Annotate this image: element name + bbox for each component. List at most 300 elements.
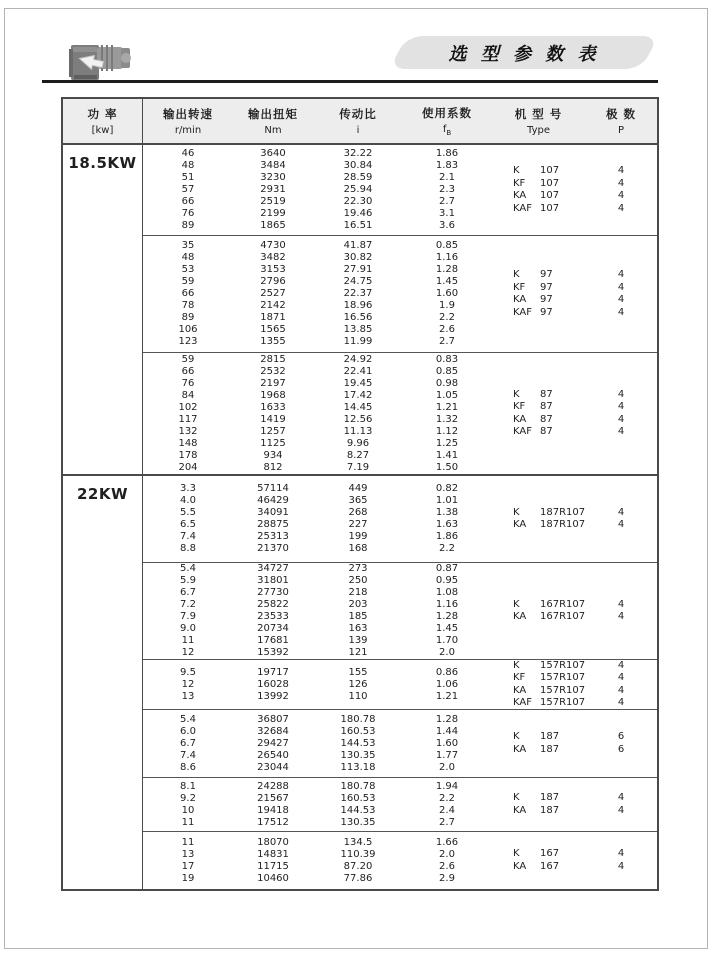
type-prefix: KA [513,611,527,622]
factor-value: 3.1 [439,208,455,219]
type-prefix: K [513,165,520,176]
ratio-block [143,476,657,562]
type-prefix: K [513,388,520,400]
col-header-power-zh: 功 率 [87,107,118,121]
ratio-value: 134.5 [343,836,373,848]
type-poles-column [491,145,656,235]
type-poles-column [491,476,656,562]
col-header-factor [403,99,491,143]
model-type-value [491,294,586,307]
torque-value: 1565 [260,324,286,335]
ratio-value: 9.96 [346,437,370,449]
factor-value: 1.66 [435,836,459,848]
ratio-block [143,145,657,235]
factor-value: 2.1 [439,172,455,183]
ratio-value: 14.45 [343,401,373,413]
ratio-value: 273 [348,563,368,574]
torque-value: 1125 [260,437,286,449]
speed-value: 132 [178,425,198,437]
factor-value: 1.86 [435,531,459,542]
speed-value: 5.4 [180,563,196,574]
speed-value: 66 [181,196,195,207]
torque-value: 1968 [260,389,286,401]
factor-value: 1.86 [435,148,459,159]
ratio-column [313,476,403,562]
col-header-speed-zh: 输出转速 [163,107,213,121]
ratio-value: 130.35 [340,749,376,761]
ratio-value: 139 [348,635,368,646]
ratio-block [143,235,657,352]
torque-value: 2532 [260,365,286,377]
col-header-torque-zh: 输出扭矩 [248,107,298,121]
speed-value: 148 [178,437,198,449]
ratio-column [313,563,403,659]
factor-value: 1.9 [439,300,455,311]
torque-value: 3482 [260,252,286,263]
factor-value: 1.01 [435,495,459,506]
type-poles-column [491,563,656,659]
speed-value: 13 [181,848,195,860]
factor-value: 1.12 [435,425,459,437]
torque-value: 34727 [257,563,289,574]
ratio-value: 41.87 [343,240,373,251]
poles-value: 4 [617,281,625,293]
speed-value: 6.5 [180,519,196,530]
speed-value: 8.1 [180,780,196,792]
col-header-torque [233,99,313,143]
factor-column [403,353,491,474]
factor-column [403,832,491,889]
ratio-value: 7.19 [346,461,370,473]
factor-value: 0.83 [435,353,459,365]
model-type-value [491,519,586,532]
col-header-speed [143,99,233,143]
torque-column [233,832,313,889]
torque-column [233,353,313,474]
ratio-value: 180.78 [340,713,376,725]
ratio-column [313,660,403,709]
factor-value: 1.28 [435,264,459,275]
speed-value: 6.7 [180,737,196,749]
col-header-factor-unit [443,124,451,137]
ratio-value: 32.22 [343,148,373,159]
torque-column [233,236,313,352]
poles-value: 4 [617,388,625,400]
factor-value: 2.2 [439,543,455,554]
ratio-value: 199 [348,531,368,542]
factor-column [403,563,491,659]
factor-value: 1.06 [435,678,459,690]
ratio-value: 22.37 [343,288,373,299]
type-prefix: K [513,598,520,610]
speed-value: 4.0 [180,495,196,506]
type-number: 187R107 [540,519,586,530]
type-row [491,269,656,282]
factor-column [403,710,491,777]
col-header-poles [586,99,656,143]
speed-value: 35 [181,240,195,251]
type-prefix: KA [513,294,527,305]
type-prefix: K [513,659,520,671]
type-number: 167 [540,848,560,859]
factor-value: 1.25 [435,437,459,449]
torque-value: 11715 [257,860,289,872]
ratio-column [313,710,403,777]
speed-value: 11 [181,836,195,848]
torque-value: 19717 [257,666,289,678]
torque-value: 1355 [260,336,286,347]
model-type-value [491,805,586,818]
torque-value: 21370 [257,543,289,554]
poles-value: 4 [617,294,625,305]
ratio-value: 11.13 [343,425,373,437]
col-header-ratio-unit: i [356,125,360,136]
poles-value: 4 [617,611,625,622]
ratio-column [313,145,403,235]
ratio-value: 110 [348,690,368,702]
model-type-value [491,414,586,427]
table-body [63,145,657,889]
power-cell [63,476,143,889]
torque-value: 57114 [257,483,289,494]
col-header-factor-zh: 使用系数 [422,106,472,120]
ratio-block [143,659,657,709]
type-prefix: KF [513,177,526,189]
factor-value: 2.0 [439,761,455,773]
model-type-value [491,697,586,709]
type-prefix: KA [513,860,527,872]
speed-value: 46 [181,148,195,159]
factor-value: 2.0 [439,647,455,658]
factor-value: 2.9 [439,872,455,884]
type-row [491,861,656,874]
power-value: 18.5KW [68,154,137,172]
type-row [491,426,656,439]
torque-value: 14831 [257,848,289,860]
ratio-value: 126 [348,678,368,690]
ratio-value: 268 [348,507,368,518]
torque-value: 17681 [257,635,289,646]
ratio-value: 25.94 [343,184,373,195]
speed-column [143,832,233,889]
ratio-column [313,353,403,474]
factor-value: 0.87 [435,563,459,574]
speed-value: 89 [181,312,195,323]
speed-value: 9.5 [180,666,196,678]
torque-value: 4730 [260,240,286,251]
factor-value: 1.60 [435,737,459,749]
col-header-poles-unit: P [617,125,625,136]
torque-value: 2519 [260,196,286,207]
ratio-value: 227 [348,519,368,530]
torque-value: 1865 [260,220,286,231]
type-number: 157R107 [540,684,586,696]
gearmotor-logo [63,35,139,85]
model-type-value [491,401,586,414]
poles-value: 4 [617,672,625,683]
type-number: 107 [540,177,560,189]
type-row [491,401,656,414]
ratio-value: 17.42 [343,389,373,401]
selection-parameter-table [61,97,659,891]
power-cell [63,145,143,474]
type-prefix: KAF [513,306,532,318]
type-prefix: KA [513,519,527,530]
torque-value: 1257 [260,425,286,437]
speed-value: 89 [181,220,195,231]
factor-value: 2.2 [439,792,455,804]
poles-value: 4 [617,684,625,696]
poles-value: 4 [617,860,625,872]
poles-value: 4 [617,269,625,280]
type-prefix: KA [513,190,527,201]
speed-value: 9.2 [180,792,196,804]
speed-value: 57 [181,184,195,195]
power-value: 22KW [76,485,129,503]
ratio-value: 19.45 [343,377,373,389]
type-prefix: KAF [513,697,532,708]
torque-value: 2199 [260,208,286,219]
speed-value: 48 [181,252,195,263]
ratio-column [313,832,403,889]
ratio-value: 113.18 [340,761,376,773]
factor-value: 1.38 [435,507,459,518]
torque-value: 1419 [260,413,286,425]
model-type-value [491,731,586,744]
type-row [491,203,656,216]
torque-value: 26540 [257,749,289,761]
col-header-type-unit: Type [527,125,550,136]
poles-value: 4 [617,177,625,189]
speed-value: 8.8 [180,543,196,554]
speed-value: 5.9 [180,575,196,586]
torque-column [233,710,313,777]
poles-value: 4 [617,165,625,176]
speed-value: 78 [181,300,195,311]
model-type-value [491,165,586,178]
factor-value: 1.05 [435,389,459,401]
factor-value: 0.86 [435,666,459,678]
torque-column [233,778,313,831]
factor-value: 0.85 [435,365,459,377]
factor-value: 2.3 [439,184,455,195]
model-type-value [491,178,586,191]
poles-value: 4 [617,190,625,201]
type-number: 87 [540,401,553,412]
ratio-value: 155 [348,666,368,678]
type-poles-column [491,660,656,709]
speed-value: 76 [181,208,195,219]
ratio-value: 16.56 [343,312,373,323]
poles-value: 4 [617,519,625,530]
poles-value: 4 [617,306,625,318]
speed-value: 7.2 [180,599,196,610]
type-number: 87 [540,426,553,437]
torque-value: 46429 [257,495,289,506]
model-type-value [491,190,586,203]
speed-value: 5.4 [180,713,196,725]
type-number: 157R107 [540,659,586,671]
type-row [491,282,656,295]
factor-column [403,145,491,235]
model-type-value [491,426,586,439]
poles-value: 4 [617,426,625,437]
col-header-ratio-zh: 传动比 [339,107,377,121]
torque-value: 2142 [260,300,286,311]
ratio-value: 24.92 [343,353,373,365]
model-type-value [491,611,586,624]
type-number: 187 [540,792,560,803]
ratio-value: 12.56 [343,413,373,425]
speed-column [143,710,233,777]
speed-value: 12 [181,678,195,690]
type-row [491,672,656,685]
torque-column [233,660,313,709]
speed-value: 66 [181,288,195,299]
torque-value: 15392 [257,647,289,658]
factor-value: 1.32 [435,413,459,425]
speed-value: 13 [181,690,195,702]
header-rule [42,80,658,83]
factor-value: 0.95 [435,575,459,586]
torque-value: 18070 [257,836,289,848]
ratio-value: 13.85 [343,324,373,335]
ratio-block [143,709,657,777]
factor-value: 1.83 [435,160,459,171]
model-type-value [491,685,586,698]
speed-column [143,476,233,562]
factor-value: 2.2 [439,312,455,323]
factor-subscript: B [446,129,452,137]
ratio-value: 121 [348,647,368,658]
speed-value: 6.7 [180,587,196,598]
torque-value: 34091 [257,507,289,518]
torque-value: 2796 [260,276,286,287]
model-type-value [491,861,586,874]
type-number: 97 [540,269,553,280]
factor-value: 1.94 [435,780,459,792]
model-type-value [491,792,586,805]
torque-column [233,563,313,659]
type-row [491,414,656,427]
power-section [63,145,657,474]
speed-value: 7.4 [180,531,196,542]
type-number: 187 [540,743,560,755]
type-prefix: KA [513,804,527,816]
factor-value: 1.45 [435,623,459,634]
torque-value: 16028 [257,678,289,690]
torque-value: 24288 [257,780,289,792]
factor-value: 1.45 [435,276,459,287]
type-number: 187 [540,731,560,742]
type-row [491,611,656,624]
type-prefix: KA [513,743,527,755]
factor-value: 2.7 [439,336,455,347]
poles-value: 4 [617,792,625,803]
speed-value: 10 [181,804,195,816]
type-number: 97 [540,306,553,318]
ratio-block [143,352,657,474]
factor-value: 1.28 [435,611,459,622]
torque-value: 2815 [260,353,286,365]
poles-value: 4 [617,697,625,708]
type-prefix: K [513,848,520,859]
type-row [491,697,656,709]
type-row [491,685,656,698]
ratio-value: 218 [348,587,368,598]
col-header-torque-unit: Nm [264,125,282,136]
ratio-value: 16.51 [343,220,373,231]
ratio-value: 168 [348,543,368,554]
type-number: 97 [540,294,553,305]
poles-value: 4 [617,413,625,425]
torque-value: 31801 [257,575,289,586]
ratio-value: 8.27 [346,449,370,461]
torque-value: 17512 [257,816,289,828]
torque-value: 29427 [257,737,289,749]
ratio-value: 180.78 [340,780,376,792]
speed-column [143,660,233,709]
ratio-value: 185 [348,611,368,622]
ratio-value: 130.35 [340,816,376,828]
speed-value: 3.3 [180,483,196,494]
model-type-value [491,307,586,320]
speed-value: 7.9 [180,611,196,622]
factor-value: 1.16 [435,599,459,610]
type-number: 87 [540,388,553,400]
type-row [491,307,656,320]
type-poles-column [491,710,656,777]
torque-value: 812 [263,461,283,473]
speed-value: 123 [178,336,198,347]
type-prefix: K [513,506,520,518]
torque-value: 3640 [260,148,286,159]
factor-value: 1.21 [435,690,459,702]
speed-value: 76 [181,377,195,389]
type-number: 97 [540,281,553,293]
torque-value: 20734 [257,623,289,634]
type-number: 187 [540,804,560,816]
type-row [491,178,656,191]
type-row [491,599,656,612]
model-type-value [491,848,586,861]
type-row [491,660,656,673]
ratio-blocks [143,476,657,889]
torque-value: 23044 [257,761,289,773]
torque-value: 3484 [260,160,286,171]
ratio-value: 77.86 [343,872,373,884]
power-section [63,474,657,889]
ratio-value: 160.53 [340,792,376,804]
model-type-value [491,599,586,612]
type-row [491,805,656,818]
poles-value: 4 [617,202,625,214]
factor-value: 1.41 [435,449,459,461]
model-type-value [491,203,586,216]
factor-value: 1.44 [435,725,459,737]
factor-value: 2.6 [439,324,455,335]
torque-value: 32684 [257,725,289,737]
speed-value: 84 [181,389,195,401]
factor-value: 1.60 [435,288,459,299]
model-type-value [491,672,586,685]
ratio-block [143,562,657,659]
model-type-value [491,744,586,757]
ratio-value: 24.75 [343,276,373,287]
model-type-value [491,507,586,520]
ratio-value: 28.59 [343,172,373,183]
factor-value: 2.0 [439,848,455,860]
